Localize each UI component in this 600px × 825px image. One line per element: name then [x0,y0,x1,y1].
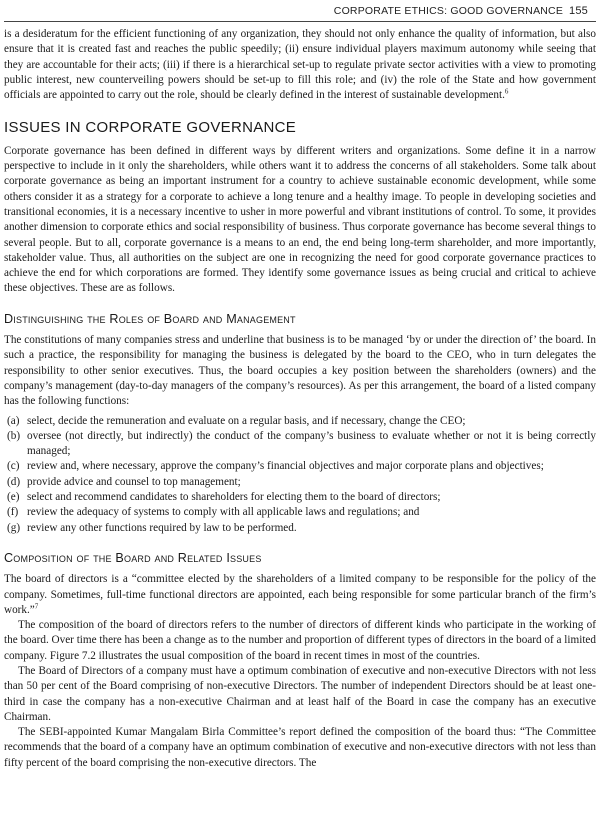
roles-paragraph: The constitutions of many companies stress and underline that business is to be managed ‘by or under the direction of’ the board. In such a practice, the responsibility for managing the business is delegated by the board to the CEO, who in turn delegates the responsibility to other senior executives. Thus, the board occupies a key position between the shareholders (owners) and the company’s management (day-to-day managers of the company’s resources). As per this arrangement, the board of a listed company has the following functions: [4,334,596,408]
list-item [4,490,596,505]
list-item-text: oversee (not directly, but indirectly) the conduct of the company’s business to evaluate whether or not it is being correctly managed; [27,429,596,458]
header-rule [4,21,596,22]
list-item [4,429,596,460]
list-marker: (d) [7,475,21,488]
footnote-ref-6: 6 [504,87,509,96]
list-item-text: select and recommend candidates to shareholders for electing them to the board of directors; [27,491,441,504]
list-item-text: review any other functions required by law to be performed. [27,521,297,534]
intro-text: is a desideratum for the efficient functioning of any organization, they should not only enhance the quality of information, but also ensure that it is created fast and reaches the public speedily; (ii) ensure individual players maximum autonomy while seeing that they are accountable for their acts; (iii) if there is a hierarchical set-up to regulate private sector activities with a view to promoting public interest, new counterveiling powers should be set-up to fill this role; and (iv) the role of the State and how government officials are appointed to carry out the role, should be clearly defined in the interest of sustainable development. [4,28,596,102]
composition-paragraph-2: The composition of the board of directors refers to the number of directors of different kinds who participate in the working of the board. Over time there has been a change as to the number and proportion of different types of directors in the board of a limited company. Figure 7.2 illustrates the usual composition of the board in recent times in most of the countries. [4,619,596,662]
subsection-heading-composition: Composition of the Board and Related Issues [4,550,262,565]
composition-paragraph-4: The SEBI-appointed Kumar Mangalam Birla Committee’s report defined the composition of the board thus: “The Committee recommends that the board of a company have an optimum combination of executive and non-executive directors with not less than fifty percent of the board comprising the non-executive directors. The [4,726,596,769]
list-marker: (g) [7,521,21,534]
list-marker: (a) [7,414,20,427]
list-item [4,459,596,474]
page-number: 155 [569,5,588,17]
issues-paragraph: Corporate governance has been defined in different ways by different writers and organizations. Some define it in a narrow perspective to include in it only the shareholders, while others want it to address the concerns of all stakeholders. Some talk about corporate governance as being an important instrument for a country to achieve sustainable economic development, while some others consider it as a strategy for a corporate to achieve a long tenure and a healthy image. To people in developing societies and transitional economies, it is a necessary incentive to usher in more powerful and vibrant institutions of control. To some, it provides another dimension to corporate ethics and social responsibility of business. Thus corporate governance has become several things to several people. But to all, corporate governance is a means to an end, the end being long-term shareholder, and more importantly, stakeholder value. Thus, all authorities on the subject are one in recognizing the need for good corporate governance practices to achieve the end for which corporations are formed. They identify some governance issues as being crucial and critical to achieve these objectives. These are as follows. [4,144,596,295]
board-functions-list [4,414,596,536]
list-item [4,475,596,490]
list-marker: (e) [7,491,20,504]
footnote-ref-7: 7 [34,602,39,611]
composition-paragraph-1 [4,572,596,618]
running-title: CORPORATE ETHICS: GOOD GOVERNANCE [333,5,564,17]
composition-paragraph-1-text: The board of directors is a “committee elected by the shareholders of a limited company to be responsible for the policy of the company. Sometimes, full-time functional directors are appointed, each being responsible for some particular branch of the firm’s work.” [4,573,596,616]
list-item-text: provide advice and counsel to top management; [27,475,241,488]
list-item [4,414,596,429]
section-heading-issues: ISSUES IN CORPORATE GOVERNANCE [4,119,297,137]
list-item-text: review the adequacy of systems to comply with all applicable laws and regulations; and [27,506,420,519]
list-item-text: review and, where necessary, approve the company’s financial objectives and major corporate plans and objectives; [27,460,544,473]
page-body [4,27,596,771]
list-marker: (f) [7,506,19,519]
list-marker: (b) [7,429,21,442]
list-marker: (c) [7,460,20,473]
list-item-text: select, decide the remuneration and evaluate on a regular basis, and if necessary, change the CEO; [27,414,466,427]
list-item [4,521,596,536]
intro-paragraph [4,27,596,103]
running-header [334,5,588,21]
subsection-heading-roles: Distinguishing the Roles of Board and Management [4,311,296,326]
composition-paragraph-3: The Board of Directors of a company must have a optimum combination of executive and non-executive Directors with not less than 50 per cent of the Board comprising of non-executive Directors. The number of independent Directors should be at least one-third in case the company has a non-executive Chairman and at least half of the Board in case the company has an executive Chairman. [4,664,596,723]
list-item [4,505,596,520]
